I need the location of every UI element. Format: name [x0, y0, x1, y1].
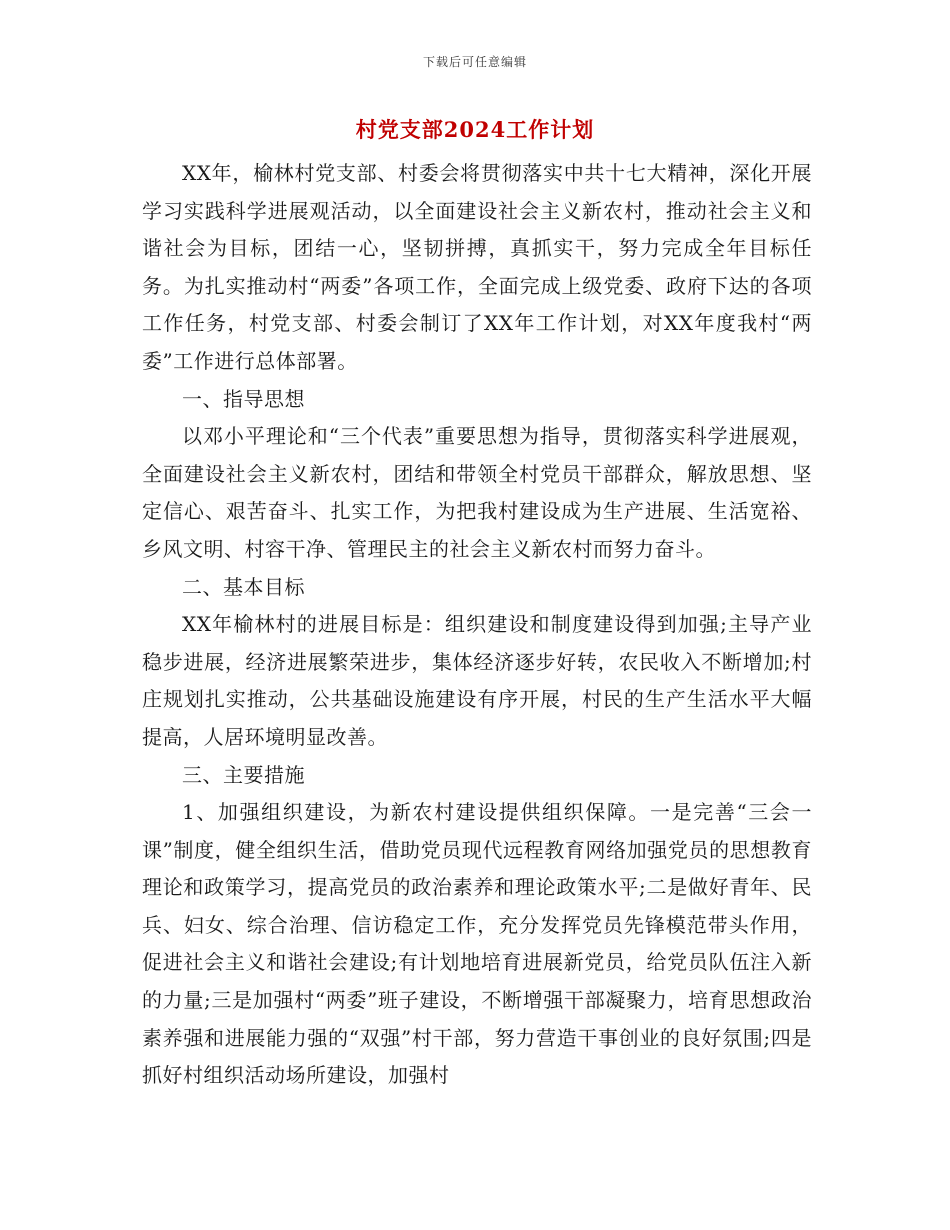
page-header-note: 下载后可任意编辑 [422, 55, 527, 69]
section-heading-basic-goals: 二、基本目标 [182, 574, 305, 599]
document-title: 村党支部2024工作计划 [355, 117, 595, 142]
main-measures-paragraph: 1、加强组织建设，为新农村建设提供组织保障。一是完善“三会一课”制度，健全组织生活，借助党员现代远程教育网络加强党员的思想教育理论和政策学习，提高党员的政治素养和理论政策水平;二是做好青年、民兵、妇女、综合治理、信访稳定工作，充分发挥党员先锋模范带头作用，促进社会主义和谐社会建设;有计划地培育进展新党员，给党员队伍注入新的力量;三是加强村“两委”班子建设，不断增强干部凝聚力，培育思想政治素养强和进展能力强的“双强”村干部，努力营造干事创业的良好氛围;四是抓好村组织活动场所建设，加强村 [142, 800, 812, 1088]
document-body [142, 155, 812, 1095]
section-heading-main-measures: 三、主要措施 [182, 762, 305, 787]
section-heading-guiding-ideology: 一、指导思想 [182, 386, 305, 411]
basic-goals-paragraph: XX年榆林村的进展目标是：组织建设和制度建设得到加强;主导产业稳步进展，经济进展繁荣进步，集体经济逐步好转，农民收入不断增加;村庄规划扎实推动，公共基础设施建设有序开展，村民的生产生活水平大幅提高，人居环境明显改善。 [142, 612, 812, 749]
guiding-ideology-paragraph: 以邓小平理论和“三个代表”重要思想为指导，贯彻落实科学进展观，全面建设社会主义新农村，团结和带领全村党员干部群众，解放思想、坚定信心、艰苦奋斗、扎实工作，为把我村建设成为生产进展、生活宽裕、乡风文明、村容干净、管理民主的社会主义新农村而努力奋斗。 [142, 424, 812, 561]
intro-paragraph: XX年，榆林村党支部、村委会将贯彻落实中共十七大精神，深化开展学习实践科学进展观活动，以全面建设社会主义新农村，推动社会主义和谐社会为目标，团结一心，坚韧拼搏，真抓实干，努力完成全年目标任务。为扎实推动村“两委”各项工作，全面完成上级党委、政府下达的各项工作任务，村党支部、村委会制订了XX年工作计划，对XX年度我村“两委”工作进行总体部署。 [142, 161, 812, 373]
